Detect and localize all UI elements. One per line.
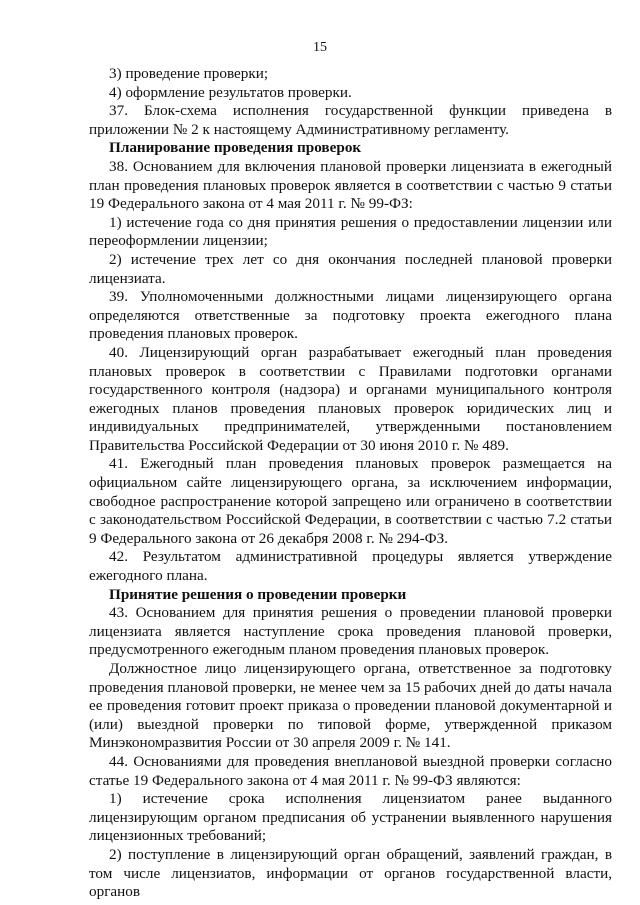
list-item: 2) истечение трех лет со дня окончания последней плановой проверки лицензиата. [89, 250, 612, 287]
paragraph: 43. Основанием для принятия решения о проведении плановой проверки лицензиата является наступление срока проведения плановой проверки, предусмотренного ежегодным планом проведения плановых проверок. [89, 604, 612, 659]
paragraph: 37. Блок-схема исполнения государственной функции приведена в приложении № 2 к настоящему Административному регламенту. [89, 102, 612, 138]
page-number: 15 [313, 40, 327, 55]
section-heading: Принятие решения о проведении проверки [109, 585, 407, 603]
paragraph: 38. Основанием для включения плановой проверки лицензиата в ежегодный план проведения плановых проверок является в соответствии с частью 9 статьи 19 Федерального закона от 4 мая 2011 г. № 99-ФЗ: [89, 157, 612, 213]
paragraph: 41. Ежегодный план проведения плановых проверок размещается на официальном сайте лицензирующего органа, за исключением информации, свободное распространение которой запрещено или ограничено в соответствии с законодательством Российской Федерации, в соответствии с частью 7.2 статьи 9 Федерального закона от 26 декабря 2008 г. № 294-ФЗ. [89, 455, 612, 547]
paragraph: 42. Результатом административной процедуры является утверждение ежегодного плана. [89, 548, 612, 585]
list-item: 3) проведение проверки; [109, 65, 269, 82]
paragraph: 40. Лицензирующий орган разрабатывает ежегодный план проведения плановых проверок в соответствии с Правилами подготовки органами государственного контроля (надзора) и органами муниципального контроля ежегодных планов проведения плановых проверок юридических лиц и индивидуальных предпринимателей, утвержденными постановлением Правительства Российской Федерации от 30 июня 2010 г. № 489. [89, 343, 612, 454]
list-item: 1) истечение срока исполнения лицензиатом ранее выданного лицензирующим органом предписания об устранении выявленного нарушения лицензионных требований; [89, 790, 612, 845]
list-item: 1) истечение года со дня принятия решения о предоставлении лицензии или переоформлении лицензии; [89, 213, 612, 250]
section-heading: Планирование проведения проверок [109, 139, 362, 157]
paragraph: 44. Основаниями для проведения внеплановой выездной проверки согласно статье 19 Федерального закона от 4 мая 2011 г. № 99-ФЗ являются: [89, 752, 612, 789]
list-item: 2) поступление в лицензирующий орган обращений, заявлений граждан, в том числе лицензиатов, информации от органов государственной власти, органов [89, 845, 612, 901]
paragraph: Должностное лицо лицензирующего органа, ответственное за подготовку проведения плановой проверки, не менее чем за 15 рабочих дней до даты начала ее проведения готовит проект приказа о проведении плановой документарной и (или) выездной проверки по типовой форме, утвержденной приказом Минэкономразвития России от 30 апреля 2009 г. № 141. [89, 660, 612, 752]
paragraph: 39. Уполномоченными должностными лицами лицензирующего органа определяются ответственные за подготовку проекта ежегодного плана проведения плановых проверок. [89, 288, 612, 343]
document-body [89, 65, 612, 902]
list-item: 4) оформление результатов проверки. [109, 83, 352, 101]
